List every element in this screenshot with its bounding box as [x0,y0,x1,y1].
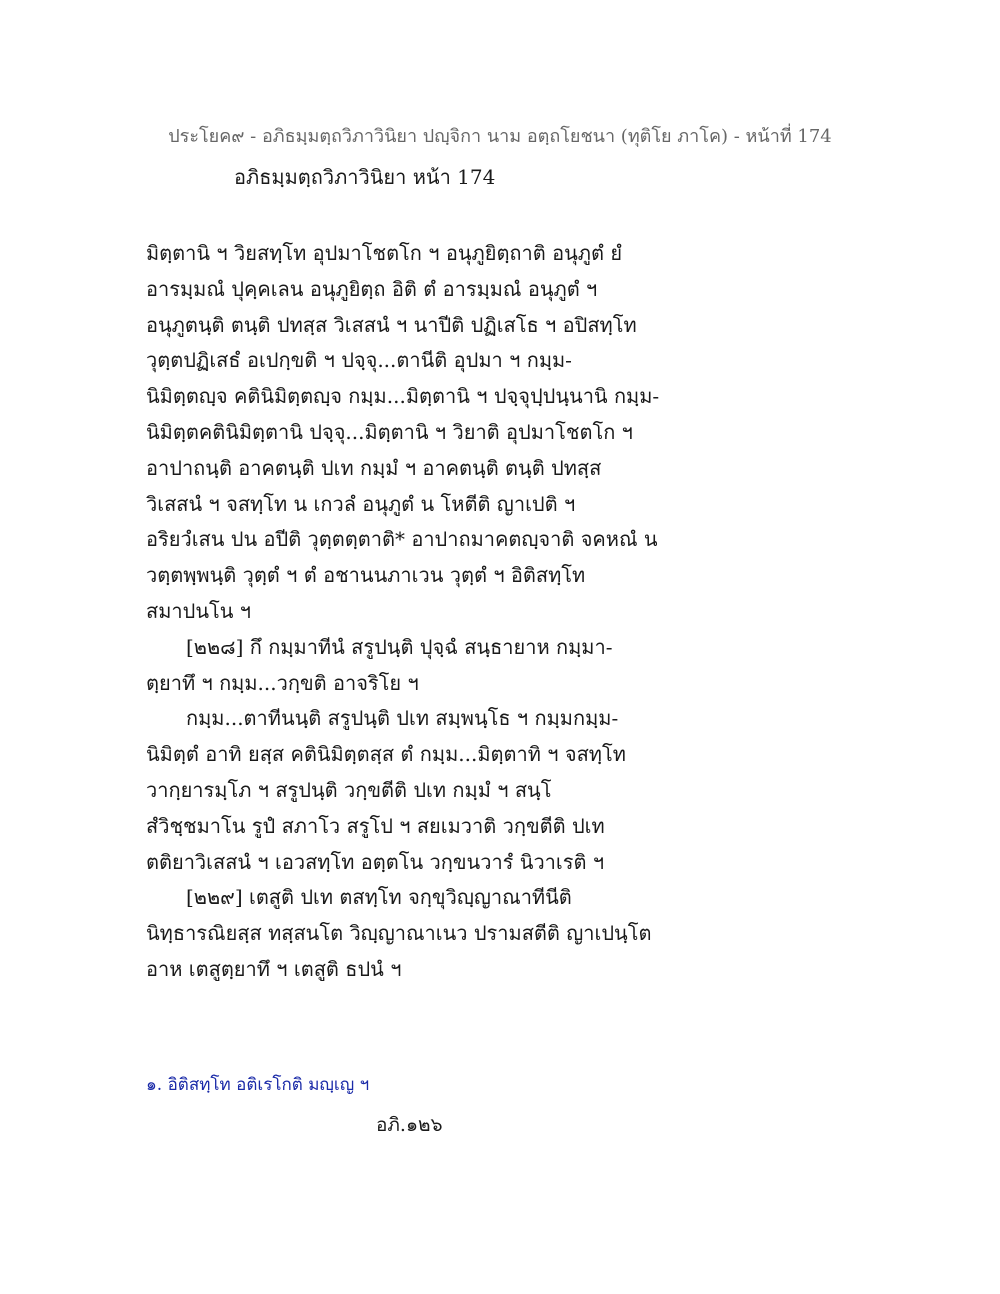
text-line: วตฺตพฺพนฺติ วุตฺตํ ฯ ตํ อชานนภาเวน วุตฺตํ ฯ อิติสทฺโท [146,563,586,588]
text-line: อนุภูตนฺติ ตนฺติ ปทสฺส วิเสสนํ ฯ นาปีติ ปฏิเสโธ ฯ อปิสทฺโท [146,312,637,337]
text-line: อาปาถนฺติ อาคตนฺติ ปเท กมฺมํ ฯ อาคตนฺติ ตนฺติ ปทสฺส [146,455,602,480]
text-line: สํวิชฺชมาโน รูปํ สภาโว สรูโป ฯ สยเมวาติ วกฺขตีติ ปเท [146,813,605,838]
running-header-text: ประโยค๙ - อภิธมฺมตฺถวิภาวินิยา ปญฺจิกา นาม อตฺถโยชนา (ทุติโย ภาโค) - หน้าที่ 174 [168,126,832,147]
page-marker: อภิ.๑๒๖ [376,1114,443,1136]
text-line: ตติยาวิเสสนํ ฯ เอวสทฺโท อตฺตโน วกฺขนวารํ นิวาเรติ ฯ [146,849,605,874]
text-line: อารมฺมณํ ปุคฺคเลน อนุภูยิตฺถ อิติ ตํ อารมฺมณํ อนุภูตํ ฯ [146,276,598,301]
text-line: วุตฺตปฏิเสธํ อเปกฺขติ ฯ ปจฺจุ...ตานีติ อุปมา ฯ กมฺม- [146,348,572,373]
paragraph-start: กมฺม...ตาทีนนฺติ สรูปนฺติ ปเท สมฺพนฺโธ ฯ กมฺมกมฺม- [186,706,619,731]
running-header [0,121,1000,150]
text-line: มิตฺตานิ ฯ วิยสทฺโท อุปมาโชตโก ฯ อนุภูยิตฺถาติ อนุภูตํ ยํ [146,241,623,265]
paragraph-start-228: [๒๒๘] กึ กมฺมาทีนํ สรูปนฺติ ปุจฺฉํ สนฺธายาห กมฺมา- [186,634,613,659]
paragraph-start-229: [๒๒๙] เตสูติ ปเท ตสทฺโท จกฺขุวิญฺญาณาทีนีติ [186,885,572,910]
text-line: นิมิตฺตญฺจ คตินิมิตฺตญฺจ กมฺม...มิตฺตานิ ฯ ปจฺจุปฺปนฺนานิ กมฺม- [146,384,660,409]
text-line: นิมิตฺตคตินิมิตฺตานิ ปจฺจุ...มิตฺตานิ ฯ วิยาติ อุปมาโชตโก ฯ [146,419,633,444]
text-line: วิเสสนํ ฯ จสทฺโท น เกวลํ อนุภูตํ น โหตีติ ญาเปติ ฯ [146,491,576,516]
body-text [146,236,706,988]
text-line: นิทฺธารณิยสฺส ทสฺสนโต วิญฺญาณาเนว ปรามสตีติ ญาเปนฺโต [146,921,652,946]
text-line: อริยวํเสน ปน อปีติ วุตฺตตฺตาติ* อาปาถมาคตญฺจาติ จคหณํ น [146,527,658,552]
page-title: อภิธมฺมตฺถวิภาวินิยา หน้า 174 [234,165,496,189]
text-line: นิมิตฺตํ อาทิ ยสฺส คตินิมิตฺตสฺส ตํ กมฺม...มิตฺตาทิ ฯ จสทฺโท [146,742,626,767]
text-line: วากฺยารมฺโภ ฯ สรูปนฺติ วกฺขตีติ ปเท กมฺมํ ฯ สนฺโ [146,777,552,802]
footnote: ๑. อิติสทฺโท อติเรโกติ มญฺเญ ฯ [146,1075,370,1095]
text-line: สมาปนโน ฯ [146,598,251,623]
text-line: อาห เตสูตฺยาทึ ฯ เตสูติ ธปนํ ฯ [146,956,402,981]
text-line: ตฺยาทึ ฯ กมฺม...วกฺขติ อาจริโย ฯ [146,670,419,695]
